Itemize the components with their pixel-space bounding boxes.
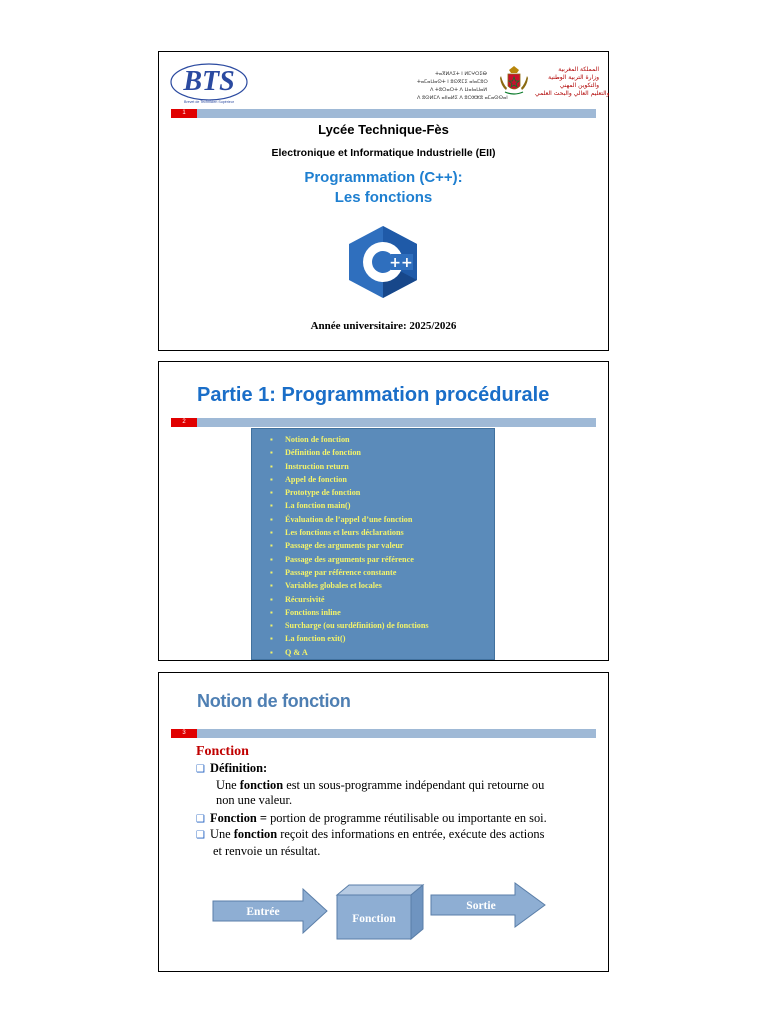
svg-text:++: ++ <box>389 255 413 271</box>
toc-item: ▪ Prototype de fonction <box>270 486 494 499</box>
toc-item: ▪ Appel de fonction <box>270 473 494 486</box>
tifinagh-header <box>417 70 508 102</box>
arabic-line: وزارة التربية الوطنية <box>548 74 599 81</box>
function-box-top <box>337 885 423 895</box>
academic-year: Année universitaire: 2025/2026 <box>310 320 457 332</box>
toc-item: ▪ La fonction main() <box>270 499 494 512</box>
slide-1 <box>158 51 609 351</box>
definition-text-line2: non une valeur. <box>216 793 293 807</box>
slide-header-bar <box>171 109 596 118</box>
input-label: Entrée <box>246 906 280 918</box>
text-run: reçoit des informations en entrée, exécute des actions <box>277 827 545 841</box>
tifinagh-line: ⵜⴰⴳⵍⴷⵉⵜ ⵏ ⵍⵎⵖⵔⵉⴱ <box>435 71 487 77</box>
text-run: Une <box>216 777 240 792</box>
arabic-line: المملكة المغربية <box>558 66 599 73</box>
arabic-line: والتكوين المهني <box>559 82 599 89</box>
checkbox-bullet-icon: ❑ <box>196 830 205 841</box>
toc-item: ▪ Fonctions inline <box>270 606 494 619</box>
toc-item: ▪ Évaluation de l’appel d’une fonction <box>270 513 494 526</box>
input-output-line2: et renvoie un résultat. <box>213 843 321 858</box>
tifinagh-line: ⴷ ⵓⵙⵍⵎⴷ ⴰⵏⵏⴰⵍⵉ ⴷ ⵓⵔⵣⵣⵓ ⴰⵎⴰⵙⵙⴰⵏ <box>417 95 508 101</box>
function-box-side <box>411 885 423 939</box>
toc-item: ▪ Passage des arguments par valeur <box>270 539 494 552</box>
text-run-bold: fonction <box>239 777 284 792</box>
text-run: portion de programme réutilisable ou importante en soi. <box>266 810 547 825</box>
function-label: Fonction <box>352 913 396 925</box>
department-name: Electronique et Informatique Industrielle (EII) <box>271 147 496 159</box>
slide-3 <box>158 672 609 972</box>
toc-item: ▪ La fonction exit() <box>270 632 494 645</box>
course-title-line2: Les fonctions <box>334 189 433 206</box>
slide-header-bar <box>171 729 596 738</box>
slide-body <box>196 743 596 859</box>
school-name: Lycée Technique-Fès <box>318 122 449 137</box>
definition-text <box>196 778 596 794</box>
course-title-line1: Programmation (C++): <box>304 169 463 186</box>
definition-label-row <box>196 761 596 778</box>
tifinagh-line: ⴷ ⵜⵓⵔⴰⵔⵜ ⴷ ⵡⴰⵏⴰⵡⴰⵍ <box>430 87 487 93</box>
course-title <box>159 168 608 208</box>
bts-logo-text: BTS <box>183 66 235 97</box>
equation-row <box>196 811 596 828</box>
slide-number: 3 <box>171 729 197 738</box>
toc-item: ▪ Passage des arguments par référence <box>270 553 494 566</box>
text-run-bold: Fonction = <box>210 810 267 825</box>
arabic-header <box>535 66 610 98</box>
toc-item: ▪ Les fonctions et leurs déclarations <box>270 526 494 539</box>
toc-item: ▪ Instruction return <box>270 460 494 473</box>
toc-item: ▪ Q & A <box>270 646 494 659</box>
cpp-logo-icon <box>343 224 423 300</box>
toc-item: ▪ Surcharge (ou surdéfinition) de fonctions <box>270 619 494 632</box>
checkbox-bullet-icon: ❑ <box>196 813 205 825</box>
section-heading: Fonction <box>196 744 249 759</box>
slide-number: 2 <box>171 418 197 427</box>
text-run-bold: fonction <box>233 827 278 841</box>
moroccan-emblem-icon <box>497 64 531 98</box>
input-output-row <box>196 827 596 844</box>
slide-title: Partie 1: Programmation procédurale <box>197 384 550 406</box>
checkbox-bullet-icon: ❑ <box>196 764 205 775</box>
arabic-line: والتعليم العالي والبحث العلمي <box>535 90 610 97</box>
slide-number: 1 <box>171 109 197 118</box>
toc-item: ▪ Passage par référence constante <box>270 566 494 579</box>
table-of-contents <box>251 428 495 660</box>
output-label: Sortie <box>466 900 496 912</box>
bts-logo-subtext: Brevet de Technicien Supérieur <box>184 100 234 104</box>
definition-label: Définition: <box>210 761 268 775</box>
slide-2 <box>158 361 609 661</box>
toc-item: ▪ Définition de fonction <box>270 446 494 459</box>
function-diagram <box>209 881 549 941</box>
slide-header-bar <box>171 418 596 427</box>
text-run: est un sous-programme indépendant qui retourne ou <box>283 777 545 792</box>
slide-title: Notion de fonction <box>197 691 351 711</box>
toc-item: ▪ Récursivité <box>270 593 494 606</box>
toc-item: ▪ Notion de fonction <box>270 433 494 446</box>
bts-logo <box>169 60 249 106</box>
toc-item: ▪ Variables globales et locales <box>270 579 494 592</box>
tifinagh-line: ⵜⴰⵎⴰⵡⴰⵙⵜ ⵏ ⵓⵙⴳⵎⵉ ⴰⵏⴰⵎⵓⵔ <box>417 79 488 85</box>
text-run: Une <box>210 827 234 841</box>
